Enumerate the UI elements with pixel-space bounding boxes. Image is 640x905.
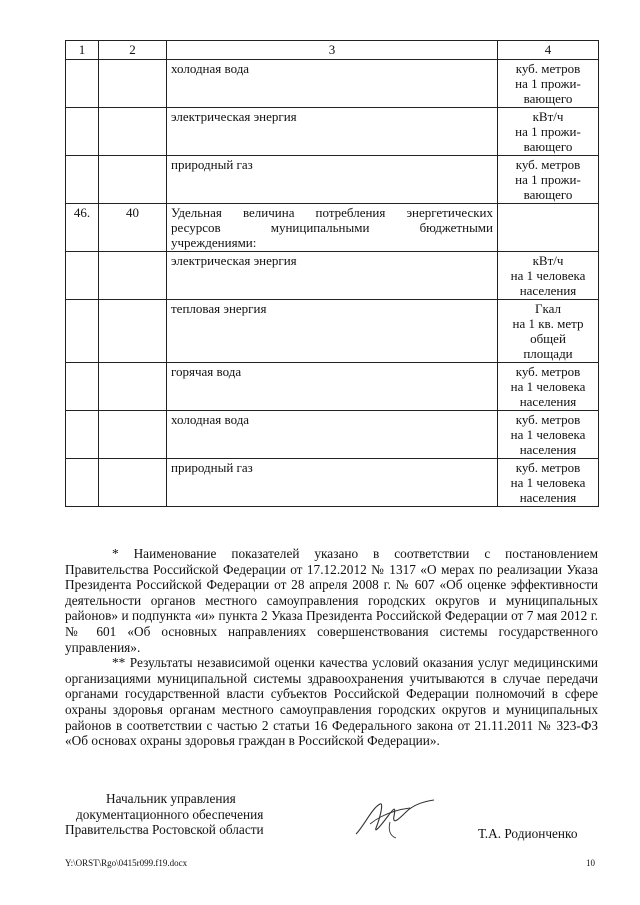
cell-line: на 1 прожи-: [515, 124, 581, 139]
indicators-table: [65, 40, 599, 507]
table-row: [66, 60, 599, 108]
table-cell-col-1: 46.: [66, 204, 99, 252]
signatory-name: Т.А. Родионченко: [478, 826, 578, 841]
table-row: [66, 156, 599, 204]
table-row: [66, 252, 599, 300]
table-cell-col-1: [66, 459, 99, 507]
signature-position-line2: документационного обеспечения: [76, 806, 264, 822]
table-cell-col-3: электрическая энергия: [167, 108, 498, 156]
table-cell-col-2: [99, 411, 167, 459]
table-cell-col-3: холодная вода: [167, 60, 498, 108]
cell-line: на 1 кв. метр: [512, 316, 584, 331]
footnotes: [65, 546, 598, 749]
table-cell-col-2: [99, 252, 167, 300]
cell-line: учреждениями:: [171, 235, 257, 250]
table-cell-col-3: горячая вода: [167, 363, 498, 411]
header-col-3: 3: [167, 41, 498, 60]
table-cell-col-4: [498, 156, 599, 204]
cell-line: на 1 прожи-: [515, 172, 581, 187]
cell-line: вающего: [523, 139, 573, 154]
cell-line: Удельная величина потребления энергетических: [171, 205, 493, 220]
table-row: [66, 363, 599, 411]
table-cell-col-2: [99, 300, 167, 363]
cell-line: площади: [523, 346, 573, 361]
table-row: [66, 108, 599, 156]
cell-line: Гкал: [534, 301, 561, 316]
table-cell-col-2: [99, 363, 167, 411]
cell-line: куб. метров: [515, 157, 581, 172]
signature-position-line3: Правительства Ростовской области: [65, 822, 264, 838]
cell-line: населения: [519, 442, 577, 457]
table-cell-col-2: [99, 60, 167, 108]
page-number: 10: [586, 858, 595, 868]
cell-line: на 1 человека: [510, 475, 586, 490]
table-row: [66, 204, 599, 252]
table-cell-col-2: [99, 459, 167, 507]
table-cell-col-4: [498, 459, 599, 507]
cell-line: куб. метров: [515, 61, 581, 76]
table-row: [66, 411, 599, 459]
cell-line: населения: [519, 394, 577, 409]
file-path: Y:\ORST\Rgo\0415r099.f19.docx: [65, 858, 188, 868]
table-cell-col-4: [498, 204, 599, 252]
cell-line: на 1 прожи-: [515, 76, 581, 91]
table-cell-col-4: [498, 411, 599, 459]
table-cell-col-1: [66, 300, 99, 363]
header-col-1: 1: [66, 41, 99, 60]
cell-line: вающего: [523, 187, 573, 202]
cell-line: вающего: [523, 91, 573, 106]
cell-line: кВт/ч: [532, 253, 564, 268]
cell-line: на 1 человека: [510, 379, 586, 394]
table-cell-col-3: электрическая энергия: [167, 252, 498, 300]
cell-line: на 1 человека: [510, 268, 586, 283]
table-row: [66, 300, 599, 363]
table-cell-col-1: [66, 252, 99, 300]
table-row: [66, 459, 599, 507]
table-header-row: [66, 41, 599, 60]
cell-line: населения: [519, 283, 577, 298]
cell-line: на 1 человека: [510, 427, 586, 442]
table-cell-col-3: тепловая энергия: [167, 300, 498, 363]
table-cell-col-3: холодная вода: [167, 411, 498, 459]
table-cell-col-1: [66, 60, 99, 108]
table-cell-col-4: [498, 300, 599, 363]
header-col-4: 4: [498, 41, 599, 60]
signature-position-line1: Начальник управления: [106, 791, 236, 806]
table-cell-col-4: [498, 60, 599, 108]
table-cell-col-3: природный газ: [167, 459, 498, 507]
table-cell-col-3: природный газ: [167, 156, 498, 204]
table-cell-col-2: [99, 108, 167, 156]
table-cell-col-4: [498, 252, 599, 300]
header-col-2: 2: [99, 41, 167, 60]
cell-line: кВт/ч: [532, 109, 564, 124]
table-cell-col-4: [498, 363, 599, 411]
cell-line: населения: [519, 490, 577, 505]
cell-line: ресурсов муниципальными бюджетными: [171, 220, 493, 235]
table-cell-col-1: [66, 108, 99, 156]
cell-line: куб. метров: [515, 412, 581, 427]
table-cell-col-2: [99, 156, 167, 204]
cell-line: куб. метров: [515, 364, 581, 379]
table-cell-col-1: [66, 363, 99, 411]
cell-line: общей: [530, 331, 566, 346]
footnote-1: * Наименование показателей указано в соответствии с постановлением Правительства Российской Федерации от 17.12.2012 № 1317 «О мерах по реализации Указа Президента Российской Федерации от 28 апреля 2008 г. № 607 «Об оценке эффективности деятельности органов местного самоуправления городских округов и муниципальных районов» и подпункта «и» пункта 2 Указа Президента Российской Федерации от 7 мая 2012 г. № 601 «Об основных направлениях совершенствования системы государственного управления».: [65, 546, 598, 655]
table-cell-col-3: [167, 204, 498, 252]
handwritten-signature: [350, 796, 440, 841]
table-cell-col-4: [498, 108, 599, 156]
table-cell-col-1: [66, 156, 99, 204]
table-cell-col-1: [66, 411, 99, 459]
cell-line: куб. метров: [515, 460, 581, 475]
footnote-2: ** Результаты независимой оценки качества условий оказания услуг медицинскими организациями муниципальной системы здравоохранения учитываются в случае передачи органами государственной власти субъектов Российской Федерации полномочий в сфере охраны здоровья органам местного самоуправления городских округов и муниципальных районов в соответствии с частью 2 статьи 16 Федерального закона от 21.11.2011 № 323-ФЗ «Об основах охраны здоровья граждан в Российской Федерации».: [65, 655, 598, 749]
table-cell-col-2: 40: [99, 204, 167, 252]
